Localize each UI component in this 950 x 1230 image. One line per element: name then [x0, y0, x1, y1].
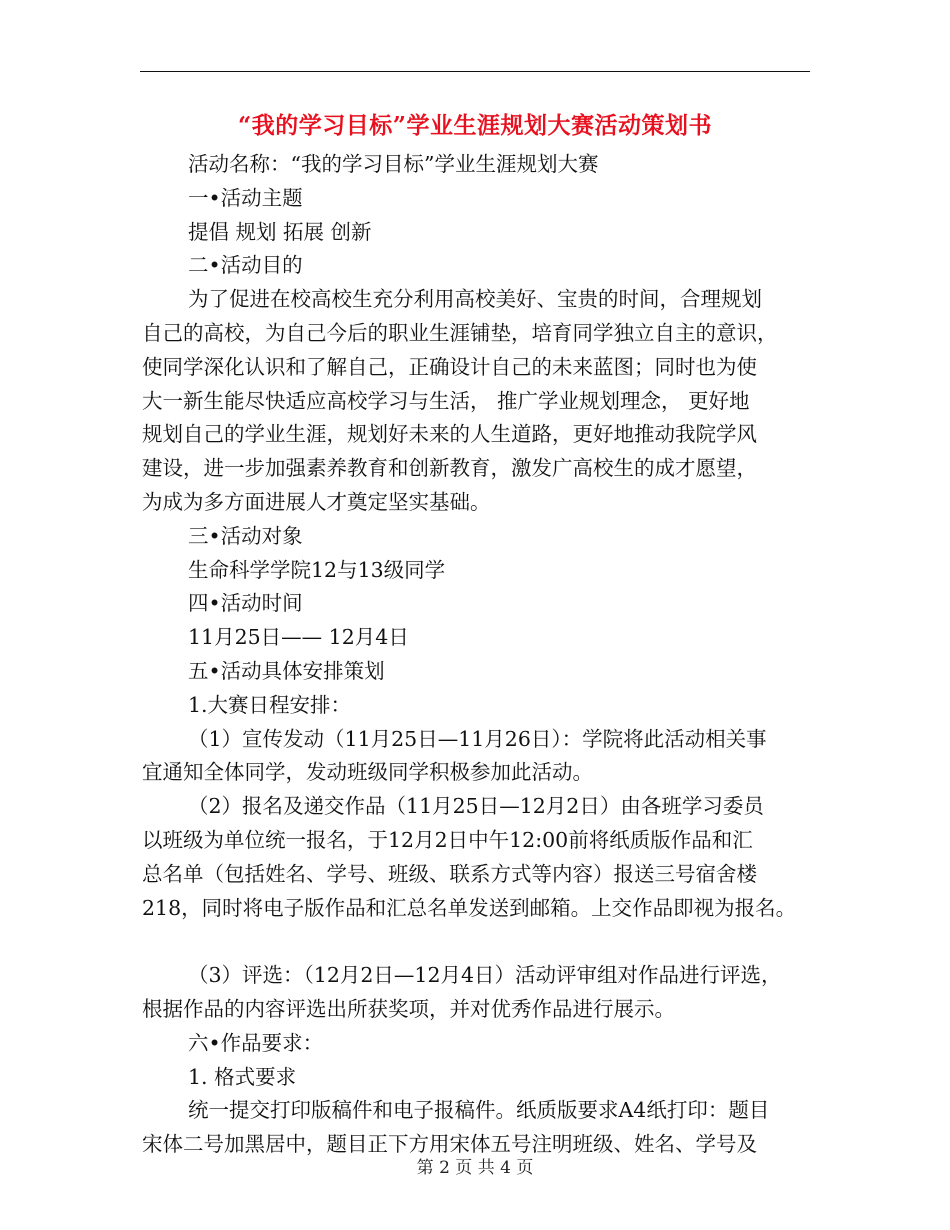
format-paragraph-line: 宋体二号加黑居中，题目正下方用宋体五号注明班级、姓名、学号及 — [142, 1132, 757, 1157]
schedule-item-2-line: 总名单（包括姓名、学号、班级、联系方式等内容）报送三号宿舍楼 — [142, 861, 757, 886]
subheading-schedule: 1.大赛日程安排： — [188, 692, 352, 717]
section-heading-time: 四•活动时间 — [188, 591, 303, 616]
time-text: 11月25日—— 12月4日 — [188, 625, 409, 650]
target-text: 生命科学学院12与13级同学 — [188, 557, 446, 582]
purpose-paragraph-line: 大一新生能尽快适应高校学习与生活， 推广学业规划理念， 更好地 — [142, 388, 750, 413]
activity-name-line: 活动名称：“我的学习目标”学业生涯规划大赛 — [188, 152, 599, 176]
purpose-paragraph-line: 为成为多方面进展人才奠定坚实基础。 — [142, 489, 491, 514]
purpose-paragraph-line: 使同学深化认识和了解自己，正确设计自己的未来蓝图；同时也为使 — [142, 354, 757, 379]
schedule-item-3-line: （3）评选：（12月2日—12月4日）活动评审组对作品进行评选， — [188, 963, 782, 988]
schedule-item-1-line: （1）宣传发动（11月25日—11月26日）：学院将此活动相关事 — [188, 726, 767, 751]
document-body — [142, 148, 822, 1162]
subheading-format: 1. 格式要求 — [188, 1064, 297, 1089]
header-rule — [140, 71, 810, 72]
purpose-paragraph-line: 规划自己的学业生涯，规划好未来的人生道路，更好地推动我院学风 — [142, 422, 757, 447]
paragraph-gap — [142, 925, 822, 959]
theme-text: 提倡 规划 拓展 创新 — [188, 219, 372, 244]
schedule-item-2-line: 以班级为单位统一报名，于12月2日中午12:00前将纸质版作品和汇 — [142, 827, 753, 852]
purpose-paragraph-line: 为了促进在校高校生充分利用高校美好、宝贵的时间，合理规划 — [188, 287, 762, 312]
document-title: “我的学习目标”学业生涯规划大赛活动策划书 — [238, 112, 712, 139]
schedule-item-3-line: 根据作品的内容评选出所获奖项，并对优秀作品进行展示。 — [142, 996, 675, 1021]
section-heading-theme: 一•活动主题 — [188, 185, 303, 210]
page-footer: 第 2 页 共 4 页 — [416, 1158, 534, 1178]
purpose-paragraph-line: 建设，进一步加强素养教育和创新教育，激发广高校生的成才愿望， — [142, 456, 757, 481]
schedule-item-2-line: 218，同时将电子版作品和汇总名单发送到邮箱。上交作品即视为报名。 — [142, 895, 797, 920]
section-heading-arrangement: 五•活动具体安排策划 — [188, 658, 385, 683]
section-heading-target: 三•活动对象 — [188, 523, 303, 548]
purpose-paragraph-line: 自己的高校，为自己今后的职业生涯铺垫，培育同学独立自主的意识， — [142, 320, 778, 345]
section-heading-purpose: 二•活动目的 — [188, 253, 303, 278]
section-heading-requirements: 六•作品要求： — [188, 1030, 324, 1055]
schedule-item-2-line: （2）报名及递交作品（11月25日—12月2日）由各班学习委员 — [188, 794, 764, 819]
format-paragraph-line: 统一提交打印版稿件和电子报稿件。纸质版要求A4纸打印：题目 — [188, 1098, 770, 1123]
schedule-item-1-line: 宜通知全体同学，发动班级同学积极参加此活动。 — [142, 760, 593, 785]
